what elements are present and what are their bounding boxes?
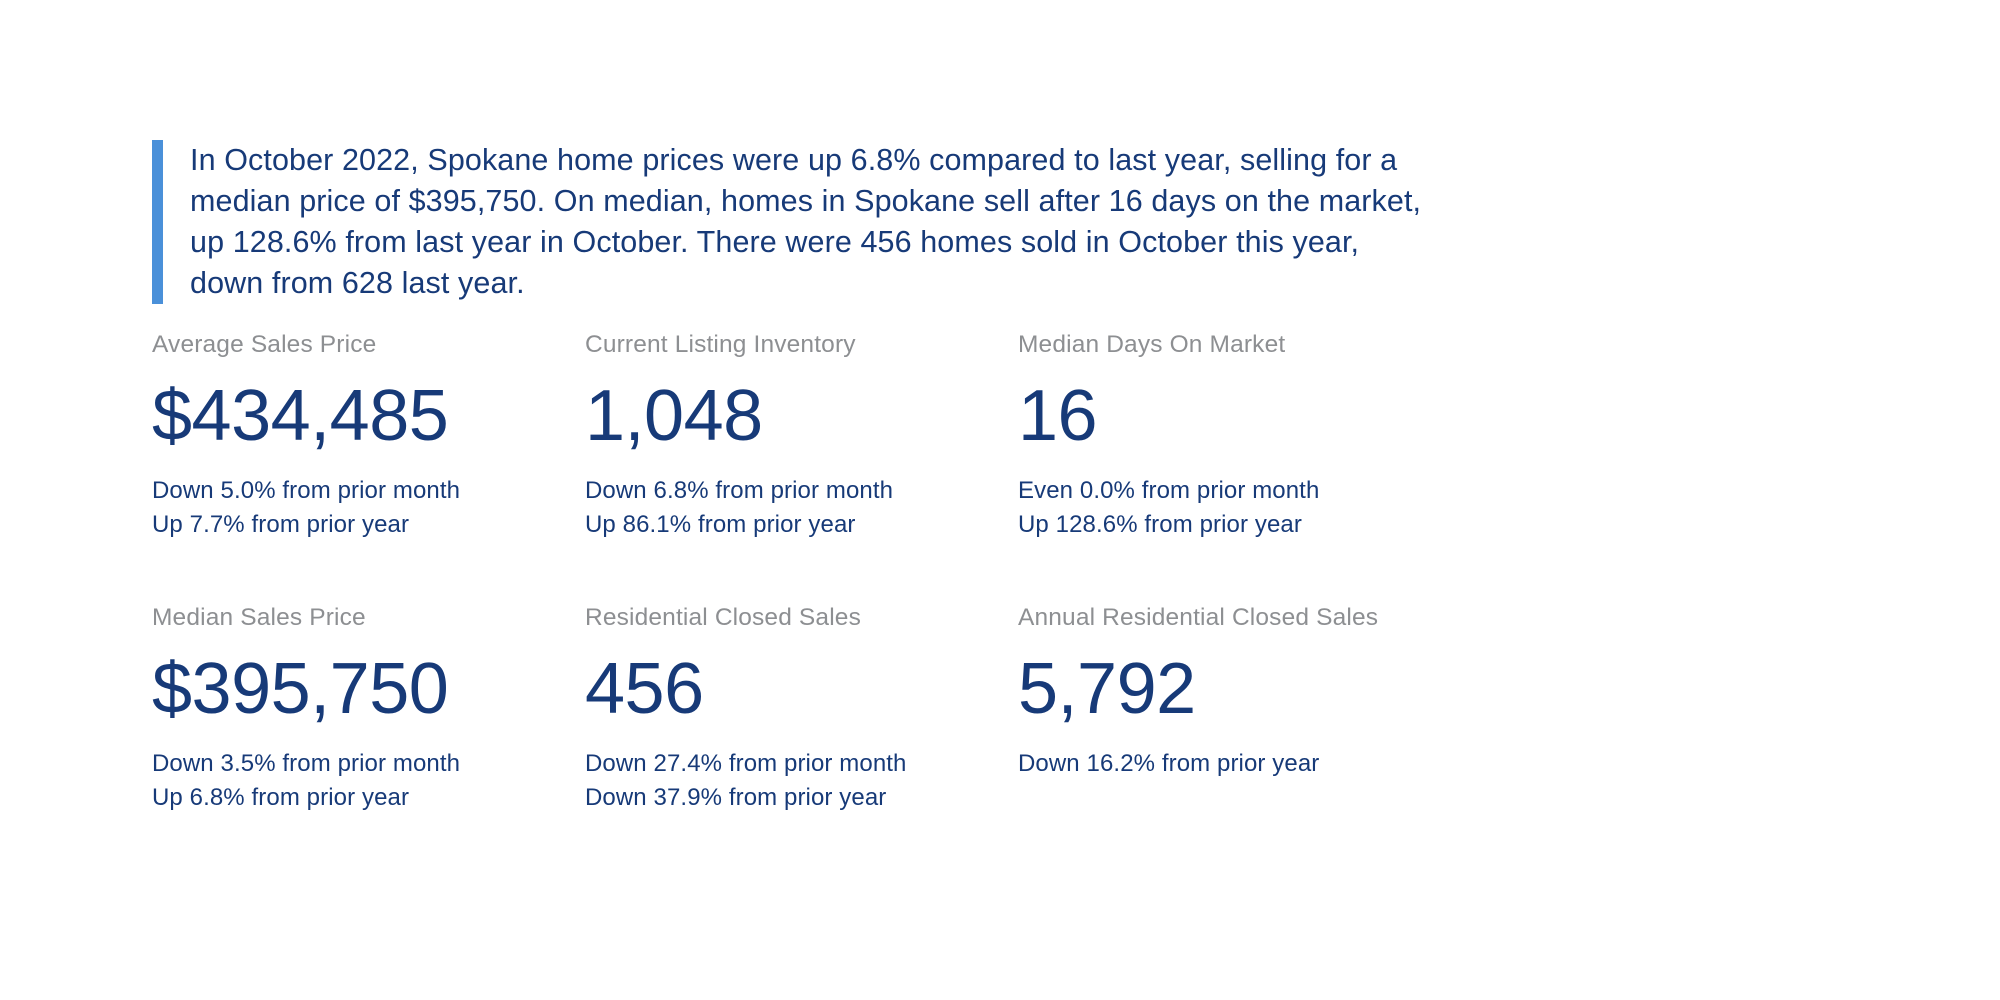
stat-note-month: Down 6.8% from prior month <box>585 477 894 504</box>
stat-label: Current Listing Inventory <box>585 331 856 358</box>
stat-value: 5,792 <box>1018 649 1196 729</box>
stat-notes <box>585 474 1018 542</box>
stat-card-average-sales-price <box>152 330 585 542</box>
stat-notes <box>152 747 585 815</box>
stat-notes <box>152 474 585 542</box>
market-summary <box>152 140 1442 304</box>
stat-note-year: Up 7.7% from prior year <box>152 511 410 538</box>
accent-bar <box>152 140 163 304</box>
stat-value: 1,048 <box>585 376 763 456</box>
stat-note-year: Up 128.6% from prior year <box>1018 511 1302 538</box>
stat-label: Annual Residential Closed Sales <box>1018 604 1379 631</box>
stat-label: Median Sales Price <box>152 604 366 631</box>
stat-value: $434,485 <box>152 376 449 456</box>
stat-note-year: Up 86.1% from prior year <box>585 511 856 538</box>
stat-note-month: Even 0.0% from prior month <box>1018 477 1320 504</box>
stat-label: Average Sales Price <box>152 331 377 358</box>
stats-grid <box>152 330 1482 815</box>
stat-value: $395,750 <box>152 649 449 729</box>
stat-note-month: Down 16.2% from prior year <box>1018 750 1320 777</box>
stat-notes <box>1018 474 1451 542</box>
stat-label: Median Days On Market <box>1018 331 1286 358</box>
stat-label: Residential Closed Sales <box>585 604 861 631</box>
stat-card-current-listing-inventory <box>585 330 1018 542</box>
stat-note-year: Down 37.9% from prior year <box>585 784 887 811</box>
stats-row <box>152 603 1482 815</box>
stat-card-median-sales-price <box>152 603 585 815</box>
stat-note-month: Down 27.4% from prior month <box>585 750 907 777</box>
stat-note-month: Down 5.0% from prior month <box>152 477 461 504</box>
stat-note-year: Up 6.8% from prior year <box>152 784 410 811</box>
stat-value: 456 <box>585 649 704 729</box>
market-summary-text: In October 2022, Spokane home prices were up 6.8% compared to last year, selling for a median price of $395,750. On median, homes in Spokane sell after 16 days on the market, up 128.6% from last year in October. There were 456 homes sold in October this year, down from 628 last year. <box>190 143 1422 300</box>
stat-notes <box>585 747 1018 815</box>
stat-value: 16 <box>1018 376 1098 456</box>
stat-card-median-days-on-market <box>1018 330 1451 542</box>
stat-notes <box>1018 747 1451 781</box>
stats-row <box>152 330 1482 542</box>
stat-card-residential-closed-sales <box>585 603 1018 815</box>
stat-note-month: Down 3.5% from prior month <box>152 750 461 777</box>
stat-card-annual-residential-closed-sales <box>1018 603 1451 815</box>
